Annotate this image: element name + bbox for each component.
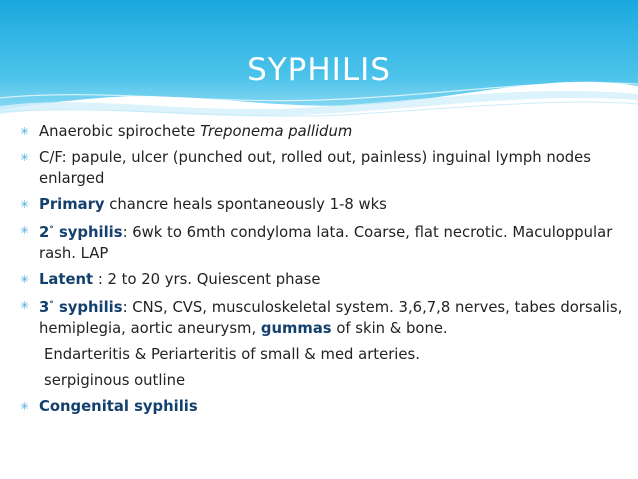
sub-line <box>20 370 632 391</box>
degree-mark: ° <box>49 225 54 235</box>
bullet-list <box>20 121 632 422</box>
asterisk-bullet-icon: ✳ <box>20 224 30 237</box>
bullet-text: of skin & bone. <box>331 320 448 337</box>
slide-title: SYPHILIS <box>247 52 391 88</box>
asterisk-bullet-icon: ✳ <box>20 198 30 211</box>
bullet-heading: Latent <box>39 271 94 288</box>
bullet-text: chancre heals spontaneously 1-8 wks <box>104 196 387 213</box>
bullet-item <box>20 147 632 189</box>
asterisk-bullet-icon: ✳ <box>20 299 30 312</box>
asterisk-bullet-icon: ✳ <box>20 125 30 138</box>
asterisk-bullet-icon: ✳ <box>20 273 30 286</box>
bullet-item <box>20 269 632 290</box>
stage-number: 2 <box>39 224 50 241</box>
bullet-heading: Congenital syphilis <box>39 398 198 415</box>
bullet-heading: Primary <box>39 196 105 213</box>
bullet-text: : CNS, CVS, musculoskeletal system. 3,6,7,8 nerves, tabes dorsalis, hemiplegia, aortic aneurysm, <box>39 299 623 337</box>
bullet-emphasis: gummas <box>260 320 332 337</box>
bullet-heading: syphilis <box>53 224 123 241</box>
bullet-item <box>20 220 632 264</box>
degree-mark: ° <box>49 300 54 310</box>
asterisk-bullet-icon: ✳ <box>20 151 30 164</box>
sub-line-text: Endarteritis & Periarteritis of small & med arteries. <box>44 346 420 363</box>
bullet-item <box>20 194 632 215</box>
bullet-text: : 2 to 20 yrs. Quiescent phase <box>93 271 321 288</box>
bullet-text: : 6wk to 6mth condyloma lata. Coarse, flat necrotic. Maculoppular rash. LAP <box>39 224 613 262</box>
bullet-item <box>20 121 632 142</box>
bullet-item <box>20 295 632 339</box>
bullet-text: Anaerobic spirochete <box>39 123 201 140</box>
sub-line-text: serpiginous outline <box>44 372 186 389</box>
organism-name: Treponema pallidum <box>200 123 353 140</box>
bullet-item <box>20 396 632 417</box>
bullet-text: C/F: papule, ulcer (punched out, rolled out, painless) inguinal lymph nodes enlarged <box>39 149 591 187</box>
bullet-heading: syphilis <box>53 299 123 316</box>
asterisk-bullet-icon: ✳ <box>20 400 30 413</box>
sub-line <box>20 344 632 365</box>
stage-number: 3 <box>39 299 50 316</box>
